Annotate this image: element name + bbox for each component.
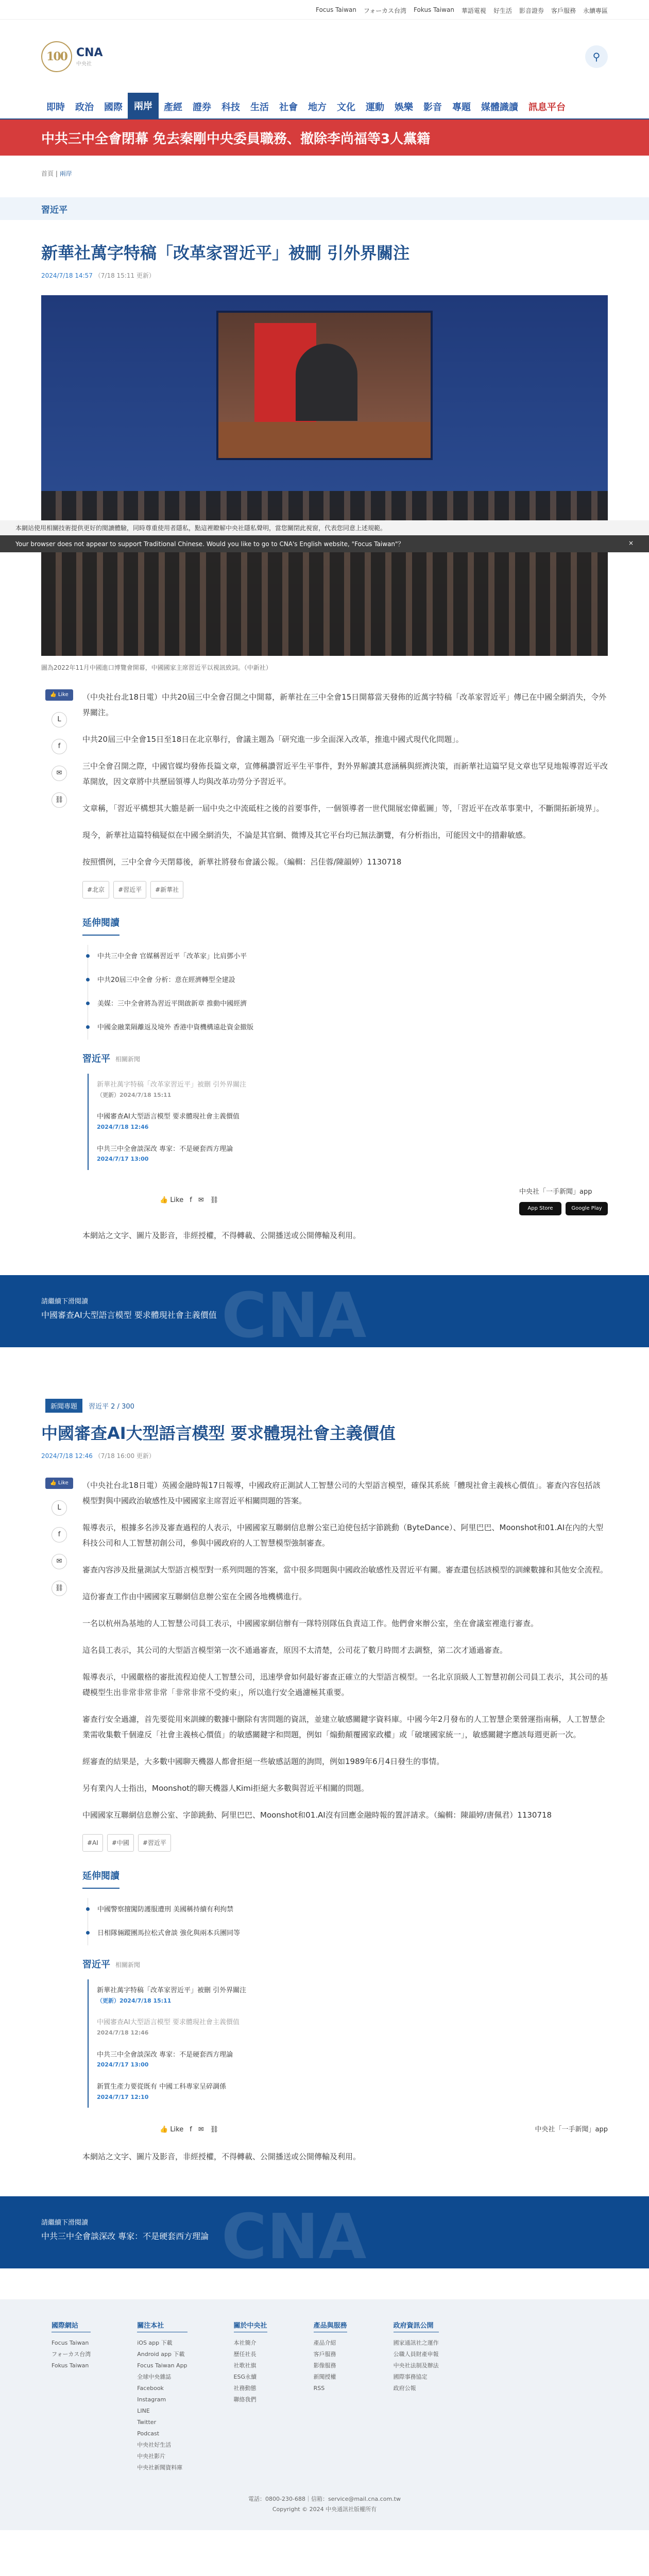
- top-link-focus-taiwan[interactable]: Focus Taiwan: [315, 6, 356, 13]
- nav-item-tech[interactable]: 科技: [221, 102, 240, 113]
- paragraph: 經審查的結果是，大多數中國聊天機器人都會拒絕一些敏感話題的詢問，例如1989年6月4日發生的事情。: [82, 1756, 445, 1766]
- app-promo-row: [160, 1185, 608, 1215]
- video-screen: [216, 311, 433, 460]
- extended-link[interactable]: 日相隊倆蹤團馬拉松式會談 強化與兩本兵團同等: [88, 1922, 608, 1945]
- nav-item-culture[interactable]: 文化: [337, 102, 355, 113]
- breaking-news-banner[interactable]: [0, 120, 649, 156]
- cookie-and-language-overlay: [0, 520, 649, 552]
- language-notice: [0, 535, 649, 552]
- paragraph: 按照慣例，三中全會今天閉幕後，新華社將發布會議公報。（編輯：呂佳蓉/陳韻婷）1130718: [82, 857, 402, 867]
- related-topic-title[interactable]: 習近平: [82, 1959, 110, 1970]
- timeline-date: 2024/7/18 12:46: [97, 1123, 149, 1130]
- timeline-title: 中國審查AI大型語言模型 要求體現社會主義價值: [97, 1113, 240, 1121]
- messenger-share-icon[interactable]: ✉: [198, 2126, 204, 2134]
- extended-reading: [82, 914, 608, 1040]
- timeline-title: 中國審查AI大型語言模型 要求體現社會主義價值: [97, 2019, 240, 2027]
- cna-watermark: CNA: [221, 1280, 367, 1347]
- footer-link[interactable]: 產品介紹: [313, 2340, 336, 2347]
- footer-col-follow: [137, 2320, 187, 2473]
- timeline-item[interactable]: [97, 1074, 608, 1106]
- footer-link[interactable]: Facebook: [137, 2385, 164, 2392]
- feature-tag[interactable]: 新聞專題: [45, 1399, 82, 1413]
- footer-link[interactable]: 影像服務: [313, 2362, 336, 2369]
- keyword-tag[interactable]: #習近平: [113, 881, 146, 899]
- top-link-focus-japan[interactable]: フォーカス台湾: [363, 7, 407, 14]
- language-notice-text[interactable]: Your browser does not appear to support Traditional Chinese. Would you like to go to CNA's English website, "Focus Taiwan"？: [15, 540, 404, 548]
- footer-link[interactable]: 本社簡介: [233, 2340, 257, 2347]
- footer-col-international: [52, 2320, 91, 2473]
- footer-bottom: [41, 2494, 608, 2515]
- keyword-tag[interactable]: #北京: [82, 881, 109, 899]
- cookie-notice[interactable]: 本網站使用相關技術提供更好的閱讀體驗，同時尊重使用者隱私，點這裡瞭解中央社隱私聲明，當您關閉此視窗，代表您同意上述規範。: [0, 520, 649, 535]
- top-link-esg[interactable]: 永續專區: [583, 7, 608, 14]
- app-store-button[interactable]: App Store: [519, 1202, 561, 1215]
- share-column: [41, 1478, 77, 2176]
- line-share-icon[interactable]: L: [52, 712, 67, 727]
- extended-link[interactable]: 中共20屆三中全會 分析：意在經濟轉型全建設: [88, 969, 608, 992]
- extended-reading-title: 延伸閱讀: [82, 914, 119, 936]
- facebook-share-icon[interactable]: f: [190, 2126, 192, 2134]
- main-nav: [41, 92, 608, 118]
- timeline-title: 中共三中全會談深改 專家：不是硬套西方理論: [97, 2050, 233, 2059]
- breaking-news-text: 中共三中全會閉幕 免去秦剛中央委員職務、撤除李尚福等3人黨籍: [41, 131, 431, 147]
- side-panel-left: [62, 316, 185, 445]
- extended-link[interactable]: 中國警察擅闖防護服遭刑 美國稱持續有利拘禁: [88, 1898, 608, 1922]
- top-links: [41, 0, 608, 15]
- footer-link[interactable]: 全球中央雜誌: [137, 2374, 172, 2381]
- paragraph: 中共20屆三中全會15日至18日在北京舉行，會議主題為「研究進一步全面深入改革，推進中國式現代化問題」。: [82, 734, 464, 744]
- article-updated: （7/18 16:00 更新）: [94, 1452, 155, 1460]
- line-share-icon[interactable]: L: [52, 1500, 67, 1516]
- footer-link[interactable]: RSS: [313, 2385, 325, 2392]
- nav-item-stocks[interactable]: 證券: [193, 102, 211, 113]
- timeline-item[interactable]: [97, 1979, 608, 2011]
- article-body: [77, 1478, 608, 2176]
- footer-link[interactable]: ESG永續: [233, 2374, 257, 2381]
- timeline-item[interactable]: [97, 2011, 608, 2043]
- breadcrumb: [41, 156, 608, 178]
- footer-link[interactable]: Instagram: [137, 2396, 166, 2403]
- nav-item-society[interactable]: 社會: [279, 102, 298, 113]
- nav-item-entertainment[interactable]: 娛樂: [395, 102, 413, 113]
- footer-link[interactable]: 社務動態: [233, 2385, 257, 2392]
- facebook-like-button[interactable]: 👍 Like: [160, 2126, 184, 2134]
- extended-link[interactable]: 美媒：三中全會將為習近平開啟新章 推動中國經濟: [88, 992, 608, 1016]
- footer-link[interactable]: Podcast: [137, 2430, 160, 2437]
- facebook-share-icon[interactable]: f: [52, 1527, 67, 1543]
- paragraph: 這名員工表示，其公司的大型語言模型第一次不通過審查，原因不太清楚，公司花了數月時間才去調整，第二次才通過審查。: [82, 1645, 508, 1655]
- article-body: [77, 689, 608, 1255]
- main-nav-wrapper: [0, 92, 649, 120]
- keyword-tags: [82, 881, 608, 899]
- paragraph: 中國國家互聯網信息辦公室、字節跳動、阿里巴巴、Moonshot和01.AI沒有回應金融時報的置評請求。（編輯：陳韻婷/唐佩君）1130718: [82, 1810, 552, 1820]
- next-label: 請繼續下滑閱讀: [41, 2219, 89, 2227]
- topic-tag[interactable]: 習近平: [41, 205, 67, 215]
- next-article-info: [41, 1296, 217, 1320]
- footer-link[interactable]: 聯絡我們: [233, 2396, 257, 2403]
- related-timeline: [88, 1074, 608, 1170]
- footer-link[interactable]: 中央社新聞資料庫: [137, 2464, 183, 2471]
- footer-link[interactable]: 國家通訊社之運作: [393, 2340, 439, 2347]
- timeline-date: 2024/7/17 13:00: [97, 1156, 149, 1163]
- top-bar: [0, 0, 649, 20]
- article-title: 新華社萬字特稿「改革家習近平」被刪 引外界關注: [41, 243, 410, 263]
- topic-tag-row: [0, 197, 649, 220]
- search-button[interactable]: [585, 45, 608, 68]
- audience-seats: [41, 491, 608, 656]
- facebook-like-button[interactable]: 👍 Like: [45, 1478, 73, 1489]
- footer-link[interactable]: Focus Taiwan App: [137, 2362, 187, 2369]
- related-topic-sub: 相關新聞: [115, 1055, 141, 1063]
- copy-link-icon[interactable]: ⛓: [52, 792, 67, 808]
- timeline-item[interactable]: [97, 1138, 608, 1170]
- copy-link-icon[interactable]: ⛓: [210, 1196, 219, 1204]
- top-link-fokus-taiwan[interactable]: Fokus Taiwan: [414, 6, 454, 13]
- footer-link[interactable]: LINE: [137, 2408, 150, 2415]
- facebook-like-button[interactable]: 👍 Like: [45, 689, 73, 701]
- app-promo: [519, 1185, 608, 1215]
- article-title: 中國審查AI大型語言模型 要求體現社會主義價值: [41, 1423, 396, 1443]
- footer-link[interactable]: Focus Taiwan: [52, 2340, 89, 2347]
- timeline-date: 2024/7/17 12:10: [97, 2093, 149, 2100]
- footer-col-title: 政府資訊公開: [394, 2320, 439, 2332]
- footer-col-products: [314, 2320, 347, 2473]
- timeline-title: 新華社萬字特稿「改革家習近平」被刪 引外界關注: [97, 1986, 247, 1994]
- nav-item-life[interactable]: 生活: [250, 102, 269, 113]
- paragraph: 審查行安全過濾，首先要從用來訓練的數據中刪除有害問題的資訊，並建立敏感關鍵字資料庫。中國今年2月發布的人工智慧企業營運指南稱，人工智慧企業需收集數千個違反「社會主義核心價值」的敏感關鍵字和問題，例如「煽動顛覆國家政權」或「破壞國家統一」，敏感關鍵字應該每週更新一次。: [82, 1714, 605, 1739]
- site-footer: [0, 2299, 649, 2530]
- facebook-like-button[interactable]: 👍 Like: [160, 1196, 184, 1204]
- timeline-date: 2024/7/17 13:00: [97, 2061, 149, 2069]
- footer-link[interactable]: 中央社法制及辦法: [393, 2362, 439, 2369]
- app-promo-text: 中央社「一手新聞」app: [519, 1188, 592, 1196]
- next-article-banner[interactable]: [0, 2196, 649, 2268]
- feature-page: 習近平 2 / 300: [89, 1402, 134, 1411]
- article-body-wrap: [41, 1478, 608, 2176]
- timeline-title: 中共三中全會談深改 專家：不是硬套西方理論: [97, 1145, 233, 1153]
- article-date: [41, 1451, 608, 1460]
- breadcrumb-home[interactable]: 首頁: [41, 170, 54, 177]
- footer-col-title: 國際網站: [52, 2320, 91, 2332]
- next-title: 中國審查AI大型語言模型 要求體現社會主義價值: [41, 1310, 217, 1320]
- paragraph: 一名以杭州為基地的人工智慧公司員工表示，中國國家網信辦有一隊特別隊伍負責這工作。他們會來辦公室，坐在會議室裡進行審查。: [82, 1618, 539, 1628]
- nav-item-cross-strait[interactable]: 兩岸: [128, 93, 159, 118]
- nav-item-video[interactable]: 影音: [423, 102, 442, 113]
- close-icon[interactable]: ×: [628, 539, 634, 547]
- paragraph: 文章稱，「習近平構想其大膽是新一屆中央之中流砥柱之後的首要事件，一個領導者一世代開展宏偉藍圖」等，「習近平在改革事業中，不斷開拓新境界」。: [82, 803, 604, 813]
- footer-link[interactable]: Fokus Taiwan: [52, 2362, 89, 2369]
- article-date-value: 2024/7/18 14:57: [41, 272, 93, 279]
- footer-copyright: Copyright © 2024 中央通訊社版權所有: [272, 2506, 377, 2513]
- footer-col-title: 關注本社: [137, 2320, 187, 2332]
- top-link-tv[interactable]: 華語電視: [461, 7, 486, 14]
- footer-col-gov-info: [394, 2320, 439, 2473]
- paragraph: 審查內容涉及批量測試大型語言模型對一系列問題的答案，當中很多問題與中國政治敏感性及習近平有關。審查還包括該模型的訓練數據和其他安全流程。: [82, 1565, 608, 1574]
- breadcrumb-separator: |: [55, 170, 58, 177]
- timeline-item[interactable]: [97, 2044, 608, 2076]
- footer-link[interactable]: 歷任社長: [233, 2351, 257, 2358]
- article-photo[interactable]: [41, 295, 608, 656]
- app-promo-row: [160, 2123, 608, 2137]
- article-date-value: 2024/7/18 12:46: [41, 1452, 93, 1460]
- related-topic-sub: 相關新聞: [115, 1961, 141, 1969]
- cna-watermark: CNA: [221, 2201, 367, 2269]
- related-topic-title[interactable]: 習近平: [82, 1053, 110, 1064]
- extended-link[interactable]: 中共三中全會 官媒稱習近平「改革家」比肩鄧小平: [88, 945, 608, 969]
- footer-link[interactable]: 國際事務協定: [393, 2374, 428, 2381]
- keyword-tags: [82, 1834, 608, 1852]
- footer-link[interactable]: 客戶服務: [313, 2351, 336, 2358]
- footer-col-title: 關於中央社: [234, 2320, 267, 2332]
- timeline-item[interactable]: [97, 2076, 608, 2108]
- logo-text: [76, 46, 103, 67]
- facebook-share-icon[interactable]: f: [190, 1196, 192, 1204]
- site-logo[interactable]: [41, 38, 155, 75]
- related-news: [82, 1956, 608, 2108]
- next-label: 請繼續下滑閱讀: [41, 1297, 89, 1306]
- messenger-share-icon[interactable]: ✉: [52, 766, 67, 781]
- nav-item-features[interactable]: 專題: [452, 102, 471, 113]
- paragraph: 這份審查工作由中國國家互聯網信息辦公室在全國各地機構進行。: [82, 1591, 307, 1601]
- nav-item-business[interactable]: 產經: [164, 102, 182, 113]
- footer-col-title: 產品與服務: [314, 2320, 347, 2332]
- article-updated: （7/18 15:11 更新）: [94, 272, 155, 279]
- photo-caption: 圖為2022年11月中國進口博覽會開幕，中國國家主席習近平以視訊致詞。（中新社）: [41, 664, 272, 671]
- keyword-tag[interactable]: #新華社: [150, 881, 183, 899]
- footer-link[interactable]: 中央社影片: [137, 2453, 166, 2460]
- nav-item-sports[interactable]: 運動: [366, 102, 384, 113]
- footer-columns: [41, 2320, 608, 2473]
- article-date: [41, 271, 608, 280]
- next-title: 中共三中全會談深改 專家：不是硬套西方理論: [41, 2231, 209, 2242]
- extended-reading-title: 延伸閱讀: [82, 1867, 119, 1889]
- nav-item-local[interactable]: 地方: [308, 102, 327, 113]
- bottom-share-row: [160, 1194, 218, 1207]
- footer-contact: 電話：0800-230-688｜信箱：service@mail.cna.com.tw: [248, 2496, 401, 2503]
- article-body-wrap: [41, 689, 608, 1255]
- nav-item-media-literacy[interactable]: 媒體識讀: [481, 102, 518, 113]
- facebook-share-icon[interactable]: f: [52, 739, 67, 754]
- speaker: [296, 344, 357, 421]
- footer-link[interactable]: 政府公報: [393, 2385, 416, 2392]
- share-column: [41, 689, 77, 1255]
- logo-main: CNA: [76, 46, 103, 59]
- copy-link-icon[interactable]: ⛓: [52, 1581, 67, 1596]
- timeline-date: 2024/7/18 12:46: [97, 2029, 149, 2036]
- messenger-share-icon[interactable]: ✉: [198, 1196, 204, 1204]
- extended-link[interactable]: 中國金融業隔離返及境外 香港中資機構遠赴資金撤版: [88, 1016, 608, 1040]
- footer-col-about: [234, 2320, 267, 2473]
- copy-link-icon[interactable]: ⛓: [210, 2126, 219, 2134]
- top-link-life[interactable]: 好生活: [493, 7, 512, 14]
- nav-item-latest[interactable]: 即時: [46, 102, 65, 113]
- footer-link[interactable]: フォーカス台湾: [52, 2351, 91, 2358]
- google-play-button[interactable]: Google Play: [566, 1202, 608, 1215]
- next-article-banner[interactable]: [0, 1275, 649, 1347]
- paragraph: 報導表示，根據多名涉及審查過程的人表示，中國國家互聯網信息辦公室已迫使包括字節跳動（ByteDance）、阿里巴巴、Moonshot和01.AI在內的大型科技公司和人工智慧初創公司，參與中國政府的人工智慧模型強制審查。: [82, 1522, 604, 1548]
- timeline-date: （更新）2024/7/18 15:11: [97, 1997, 172, 2004]
- related-timeline: [88, 1979, 608, 2108]
- nav-item-politics[interactable]: 政治: [75, 102, 94, 113]
- footer-link[interactable]: 社歌社旗: [233, 2362, 257, 2369]
- paragraph: 報導表示，中國嚴格的審批流程迫使人工智慧公司，迅速學會如何最好審查正確立的大型語言模型。一名北京頂級人工智慧初創公司員工表示，其公司的基礎模型生出非常非常非常「非常非常不受約束」，所以進行安全過濾極其重要。: [82, 1672, 608, 1697]
- footer-link[interactable]: Android app 下載: [137, 2351, 185, 2358]
- footer-link[interactable]: 中央社好生活: [137, 2442, 172, 2449]
- footer-link[interactable]: 公職人員財產申報: [393, 2351, 439, 2358]
- copyright-notice: 本網站之文字、圖片及影音，非經授權，不得轉載、公開播送或公開傳輸及利用。: [82, 2152, 361, 2162]
- search-icon: ⚲: [592, 51, 601, 63]
- timeline-date: （更新）2024/7/18 15:11: [97, 1091, 172, 1098]
- article-2: [41, 1399, 608, 2176]
- footer-link[interactable]: iOS app 下載: [137, 2340, 173, 2347]
- copyright-notice: 本網站之文字、圖片及影音，非經授權，不得轉載、公開播送或公開傳輸及利用。: [82, 1230, 361, 1240]
- breadcrumb-current[interactable]: 兩岸: [59, 170, 72, 177]
- timeline-title: 新華社萬字特稿「改革家習近平」被刪 引外界關注: [97, 1080, 247, 1089]
- keyword-tag[interactable]: #AI: [82, 1834, 103, 1852]
- nav-item-world[interactable]: 國際: [104, 102, 123, 113]
- top-link-service[interactable]: 客戶服務: [551, 7, 576, 14]
- keyword-tag[interactable]: #習近平: [138, 1834, 171, 1852]
- article-1: [41, 220, 608, 1255]
- paragraph: 三中全會召開之際，中國官媒均發佈長篇文章，宣傳稱讚習近平生平事件，對外界解讀其意涵稱與經濟決策，而新華社這篇罕見文章也罕見地報導習近平改革開放，因文章將中共歷屆領導人均與改革功勞分予習近平。: [82, 761, 608, 786]
- logo-100-mark: 100: [41, 41, 72, 72]
- top-link-video[interactable]: 影音證券: [519, 7, 544, 14]
- timeline-item[interactable]: [97, 1106, 608, 1138]
- paragraph: 現今，新華社這篇特稿疑似在中國全網消失，不論是其官網、微博及其它平台均已無法瀏覽，有分析指出，可能因文中的措辭敏感。: [82, 830, 531, 840]
- desk: [218, 422, 431, 458]
- header: [41, 20, 608, 92]
- bottom-share-row: [160, 2123, 218, 2137]
- messenger-share-icon[interactable]: ✉: [52, 1554, 67, 1569]
- timeline-title: 新質生產力要從既有 中國工科專家呈碎調係: [97, 2082, 227, 2091]
- side-panel-right: [464, 316, 587, 445]
- footer-link[interactable]: 新聞授權: [313, 2374, 336, 2381]
- article-2-tags: [41, 1399, 608, 1413]
- footer-link[interactable]: Twitter: [137, 2419, 157, 2426]
- keyword-tag[interactable]: #中國: [107, 1834, 134, 1852]
- paragraph: （中央社台北18日電）英國金融時報17日報導，中國政府正測試人工智慧公司的大型語言模型，確保其系統「體現社會主義核心價值」。審查內容包括該模型對與中國政治敏感性及中國國家主席習近平相關問題的答案。: [82, 1480, 601, 1505]
- logo-sub: 中央社: [76, 61, 92, 67]
- paragraph: （中央社台北18日電）中共20屆三中全會召開之中開幕，新華社在三中全會15日開幕當天發佈的近萬字特稿「改革家習近平」傳已在中國全網消失，令外界關注。: [82, 692, 607, 717]
- paragraph: 另有業內人士指出，Moonshot的聊天機器人Kimi拒絕大多數與習近平相關的問題。: [82, 1783, 369, 1793]
- app-promo-text: 中央社「一手新聞」app: [535, 2126, 608, 2134]
- nav-item-message-platform[interactable]: 訊息平台: [528, 102, 566, 113]
- related-news: [82, 1050, 608, 1170]
- extended-reading: [82, 1867, 608, 1945]
- next-article-info: [41, 2217, 209, 2242]
